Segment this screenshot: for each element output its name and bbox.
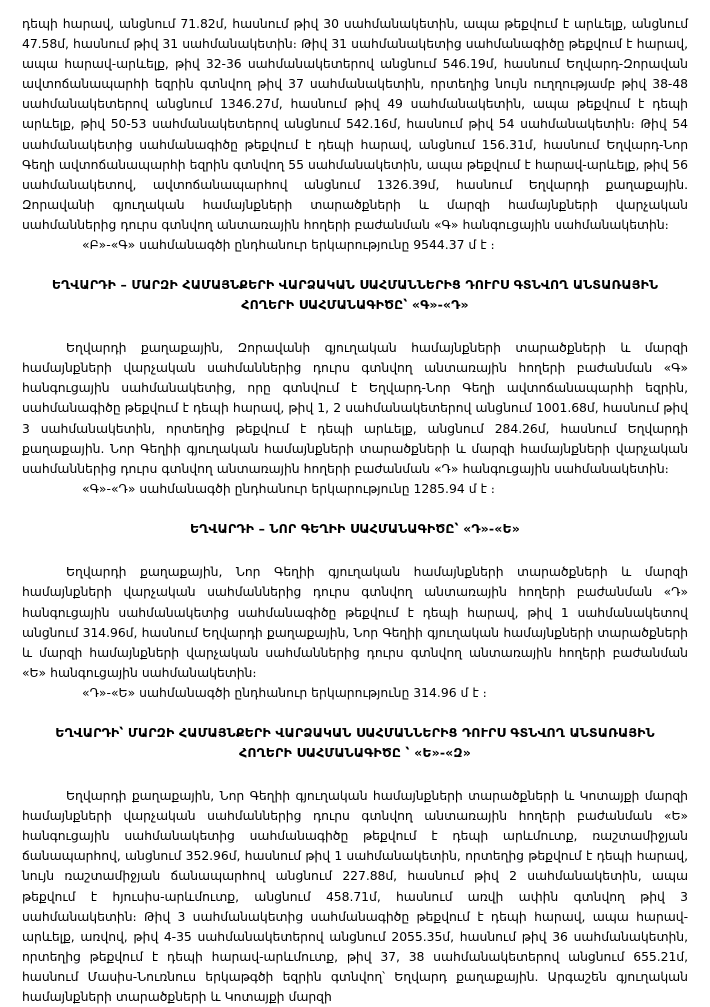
summary-length-g-d: «Գ»-«Դ» սահմանագծի ընդհանուր երկարությունը 1285.94 մ է ։	[82, 480, 495, 496]
summary-length-b-g: «Բ»-«Գ» սահմանագծի ընդհանուր երկարությունը 9544.37 մ է ։	[82, 237, 495, 253]
paragraph-boundary-d-e: Եղվարդի քաղաքային, Նոր Գեղիի գյուղական համայնքների տարածքների և մարզի համայնքների վարչական սահմաններից դուրս գտնվող անտառային հողերի բաժանման «Դ» հանգուցային սահմանակետից սահմանագիծը թեքվում է դեպի հարավ, թիվ 1 սահմանակետով անցնում 314.96մ, հասնում Եղվարդի քաղաքային, Նոր Գեղիի գյուղական համայնքների տարածքների և մարզի համայնքների վարչական սահմաններից դուրս գտնվող անտառային հողերի բաժանման «Ե» հանգուցային սահմանակետին։	[22, 564, 688, 680]
section-heading-g-d-line2: ՀՈՂԵՐԻ ՍԱՀՄԱՆԱԳԻԾԸ՝ «Գ»-«Դ»	[241, 296, 469, 312]
spacer	[22, 538, 688, 562]
section-heading-e-z-line1: ԵՂՎԱՐԴԻ՝ ՄԱՐԶԻ ՀԱՄԱՅՆՔԵՐԻ ՎԱՐՁԱԿԱՆ ՍԱՀՄԱՆՆԵՐԻՑ ԴՈՒՐՍ ԳՏՆՎՈՂ ԱՆՏԱՌԱՅԻՆ	[55, 725, 655, 741]
paragraph-boundary-g-d: Եղվարդի քաղաքային, Զորավանի գյուղական համայնքների տարածքների և մարզի համայնքների վարչական սահմաններից դուրս գտնվող անտառային հողերի բաժանման «Գ» հանգուցային սահմանակետից, որը գտնվում է Եղվարդ-Նոր Գեղի ավտոճանապարհի եզրին, սահմանագիծը թեքվում է դեպի հարավ, թիվ 1, 2 սահմանակետերով անցնում 1001.68մ, հասնում թիվ 3 սահմանակետին, որտեղից թեքվում է դեպի արևելք, անցնում 284.26մ, հասնում Եղվարդի քաղաքային. Նոր Գեղիի գյուղական համայնքների տարածքների և մարզի համայնքների վարչական սահմաններից դուրս գտնվող անտառային հողերի բաժանման «Դ» հանգուցային սահմանակետին։	[22, 340, 688, 476]
spacer	[22, 762, 688, 786]
summary-length-d-e: «Դ»-«Ե» սահմանագծի ընդհանուր երկարությունը 314.96 մ է ։	[82, 684, 487, 700]
section-heading-e-z-line2: ՀՈՂԵՐԻ ՍԱՀՄԱՆԱԳԻԾԸ ՝ «Ե»-«Զ»	[239, 744, 471, 760]
spacer	[22, 499, 688, 519]
section-heading-d-e: ԵՂՎԱՐԴԻ – ՆՈՐ ԳԵՂԻԻ ՍԱՀՄԱՆԱԳԻԾԸ՝ «Դ»-«Ե»	[190, 520, 520, 536]
paragraph-boundary-e-z: Եղվարդի քաղաքային, Նոր Գեղիի գյուղական համայնքների տարածքների և Կոտայքի մարզի համայնքների վարչական սահմաններից դուրս գտնվող անտառային հողերի բաժանման «Ե» հանգուցային սահմանակետից սահմանագիծը թեքվում է դեպի արևմուտք, ռաշտամիջյան ճանապարհով, անցնում 352.96մ, հասնում թիվ 1 սահմանակետին, որտեղից թեքվում է դեպի հարավ, նույն ռաշտամիջյան ճանապարհով անցնում 227.88մ, հասնում թիվ 2 սահմանակետին, ապա թեքվում է հյուսիս-արևմուտք, անցնում 458.71մ, հասնում առվի ափին գտնվող թիվ 3 սահմանակետին։ Թիվ 3 սահմանակետից սահմանագիծը թեքվում է դեպի հարավ, ապա հարավ-արևելք, առվով, թիվ 4-35 սահմանակետերով անցնում 2055.35մ, հասնում թիվ 36 սահմանակետին, որտեղից թեքվում է դեպի հարավ-արևմուտք, թիվ 37, 38 սահմանակետերով անցնում 655.21մ, հասնում Մասիս-Նուռնուս երկաթգծի եզրին գտնվող՝ Եղվարդ քաղաքային. Արգաշեն գյուղական համայնքների տարածքների և Կոտայքի մարզի	[22, 788, 688, 1004]
section-heading-g-d-line1: ԵՂՎԱՐԴԻ – ՄԱՐԶԻ ՀԱՄԱՅՆՔԵՐԻ ՎԱՐՁԱԿԱՆ ՍԱՀՄԱՆՆԵՐԻՑ ԴՈՒՐՍ ԳՏՆՎՈՂ ԱՆՏԱՌԱՅԻՆ	[51, 277, 659, 293]
spacer	[22, 314, 688, 338]
paragraph-continuation-boundary-b-g: դեպի հարավ, անցնում 71.82մ, հասնում թիվ 30 սահմանակետին, ապա թեքվում է արևելք, անցնում 47.58մ, հասնում թիվ 31 սահմանակետին։ Թիվ 31 սահմանակետից սահմանագիծը թեքվում է հարավ, ապա հարավ-արևելք, թիվ 32-36 սահմանակետերով անցնում 546.19մ, հասնում Եղվարդ-Զորավան ավտոճանապարհի եզրին գտնվող թիվ 37 սահմանակետին, որտեղից նույն ուղղությամբ թիվ 38-48 սահմանակետերով անցնում 1346.27մ, հասնում թիվ 49 սահմանակետին, ապա թեքվում է դեպի արևելք, թիվ 50-53 սահմանակետերով անցնում 542.16մ, հասնում թիվ 54 սահմանակետին։ Թիվ 54 սահմանակետից սահմանագիծը թեքվում է դեպի հարավ, անցնում 156.31մ, հասնում Եղվարդ-Նոր Գեղի ավտոճանապարհի եզրին գտնվող 55 սահմանակետին, ապա թեքվում է հարավ-արևելք, թիվ 56 սահմանակետով, ավտոճանապարհով անցնում 1326.39մ, հասնում Եղվարդի քաղաքային. Զորավանի գյուղական համայնքների տարածքների և մարզի համայնքների վարչական սահմաններից դուրս գտնվող անտառային հողերի բաժանման «Գ» հանգուցային սահմանակետին։	[22, 16, 688, 232]
spacer	[22, 703, 688, 723]
spacer	[22, 255, 688, 275]
